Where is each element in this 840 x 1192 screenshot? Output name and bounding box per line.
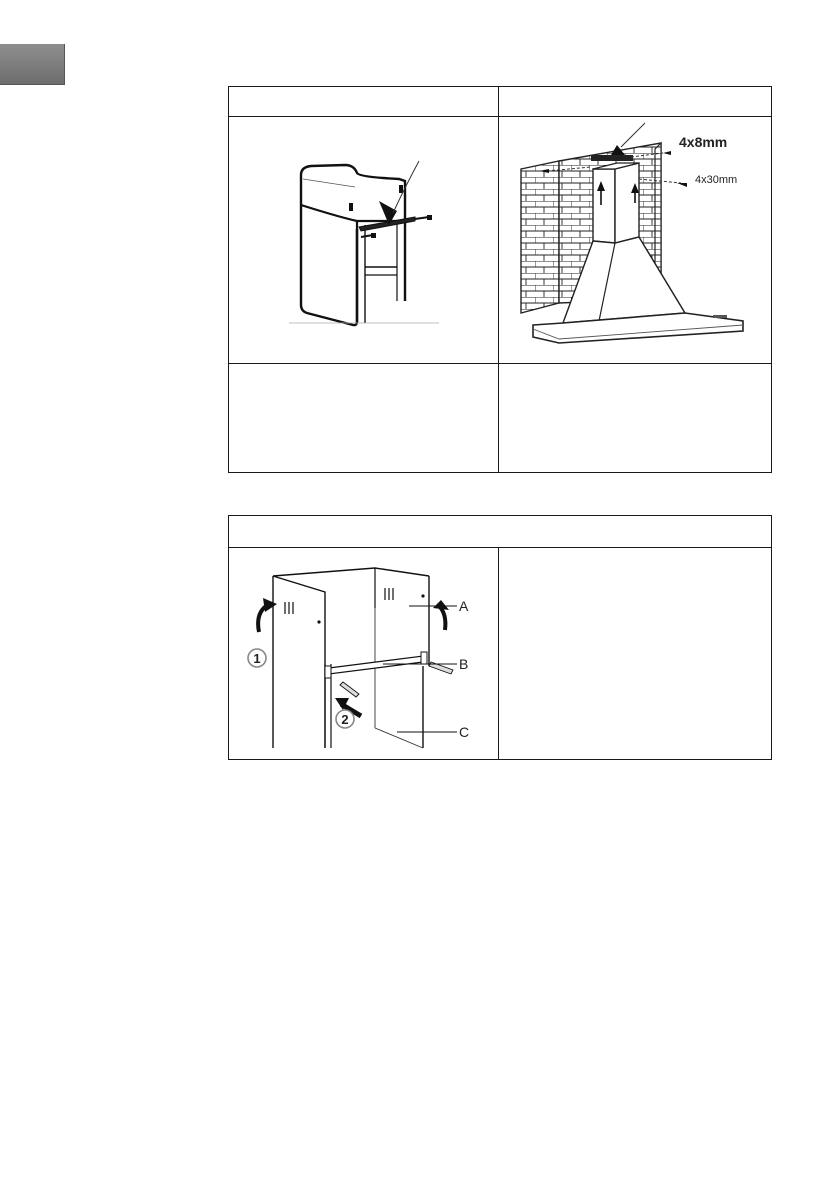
installation-table-2 (228, 515, 772, 760)
bracket-chimney-illustration-cell (229, 117, 499, 364)
table-1-header-row (229, 87, 772, 117)
table-2-text-right (499, 548, 772, 760)
table-2-header-row (229, 516, 772, 548)
table-2-header (229, 516, 772, 548)
table-1-image-row (229, 117, 772, 364)
table-1-text-row (229, 364, 772, 473)
step-2-number: 2 (341, 712, 349, 727)
screw-size-label-4x8: 4x8mm (679, 134, 728, 150)
hood-wall-mounting-illustration-cell (499, 117, 772, 364)
language-tab (0, 44, 65, 85)
part-label-c: C (459, 724, 470, 740)
table-1-header-right (499, 87, 772, 117)
installation-table-1 (228, 86, 772, 473)
chimney-assembly-illustration (229, 548, 499, 759)
table-1-text-left (229, 364, 499, 473)
part-label-b: B (459, 656, 469, 672)
chimney-assembly-illustration-cell (229, 548, 499, 760)
table-1-header-left (229, 87, 499, 117)
screw-size-label-4x30: 4x30mm (695, 174, 738, 186)
table-2-content-row (229, 548, 772, 760)
part-label-a: A (459, 598, 469, 614)
step-1-number: 1 (253, 651, 261, 666)
bracket-chimney-illustration (229, 117, 499, 363)
hood-wall-mounting-illustration (499, 117, 772, 363)
table-1-text-right (499, 364, 772, 473)
